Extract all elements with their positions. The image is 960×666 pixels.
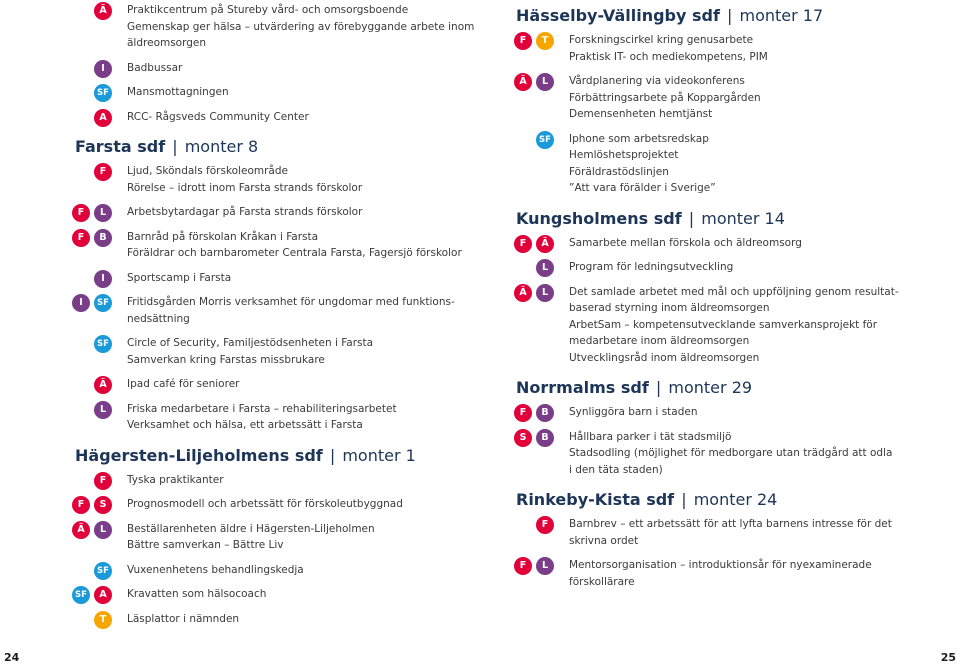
entry-line: Barnråd på förskolan Kråkan i Farsta [127,230,319,243]
booth-number: monter 17 [739,6,824,25]
entry-text [127,2,474,52]
badge-l-icon: L [94,204,112,222]
entry-text [127,229,462,262]
entry-line: Badbussar [127,61,183,74]
badge-f-icon: F [514,235,532,253]
entry-line: Praktisk IT- och mediekompetens, PIM [569,50,768,63]
section-name: Hässelby-Vällingby sdf [516,6,720,25]
entry-text [127,109,309,126]
entry-line: nedsättning [127,312,190,325]
badge-t-icon: T [94,611,112,629]
entry-line: Vuxenenhetens behandlingskedja [127,563,304,576]
entry-line: Praktikcentrum på Stureby vård- och omsorgsboende [127,4,409,16]
booth-number: monter 8 [184,137,259,156]
badge-ae-icon: Ä [94,376,112,394]
badge-s-icon: S [514,429,532,447]
entry-text [127,204,362,221]
entry-text [127,376,239,393]
entry-line: Ljud, Sköndals förskoleområde [127,165,288,177]
entry-line: RCC- Rågsveds Community Center [127,110,309,123]
entry-line: Det samlade arbetet med mål och uppföljning genom resultat- [569,285,899,298]
heading-separator: | [676,490,692,509]
entry-text [127,611,239,628]
badge-sf-icon: SF [72,586,90,604]
badge-ae-icon: Ä [514,73,532,91]
badge-f-icon: F [72,204,90,222]
entry-line: Hållbara parker i tät stadsmiljö [569,430,732,443]
badge-f-icon: F [514,557,532,575]
entry-line: skrivna ordet [569,534,639,547]
badge-f-icon: F [72,496,90,514]
entry-line: Prognosmodell och arbetssätt för förskoleutbyggnad [127,498,403,510]
badge-f-icon: F [94,163,112,181]
badge-ae-icon: Ä [514,284,532,302]
entry-text [569,235,802,252]
badge-sf-icon: SF [94,335,112,353]
entry-line: Fritidsgården Morris verksamhet för ungdomar med funktions- [127,296,455,308]
badge-f-icon: F [72,229,90,247]
booth-number: monter 14 [701,208,785,228]
section-heading-hagersten-liljeholmens-sdf [75,446,416,465]
badge-i-icon: I [94,270,112,288]
entry-text [569,32,768,65]
entry-line: medarbetare inom äldreomsorgen [569,335,750,347]
heading-separator: | [650,378,667,397]
entry-text [569,73,761,123]
entry-line: Demensenheten hemtjänst [569,108,713,120]
badge-l-icon: L [94,521,112,539]
entry-line: Verksamhet och hälsa, ett arbetssätt i Farsta [127,419,363,431]
entry-text [569,284,899,367]
heading-separator: | [324,445,341,465]
section-heading-norrmalms-sdf [516,378,752,397]
entry-line: förskollärare [569,575,635,588]
entry-line: i den täta staden) [569,463,663,476]
entry-line: Samverkan kring Farstas missbrukare [127,353,325,366]
badge-f-icon: F [536,516,554,534]
booth-number: monter 1 [342,445,416,465]
entry-text [127,163,362,196]
entry-text [569,557,872,590]
entry-text [569,404,698,421]
entry-text [127,335,373,368]
booth-number: monter 29 [668,378,753,397]
entry-line: Circle of Security, Familjestödsenheten i Farsta [127,337,374,349]
badge-ae-icon: Ä [72,521,90,539]
entry-line: Forskningscirkel kring genusarbete [569,34,754,46]
entry-line: Beställarenheten äldre i Hägersten-Liljeholmen [127,522,375,535]
entry-text [569,131,716,197]
entry-line: äldreomsorgen [127,37,207,49]
entry-text [569,516,892,549]
badge-ae-icon: Ä [536,235,554,253]
badge-l-icon: L [536,259,554,277]
entry-line: Barnbrev – ett arbetssätt för att lyfta barnens intresse för det [569,518,892,530]
entry-line: Föräldrastödslinjen [569,165,669,178]
entry-line: Föräldrar och barnbarometer Centrala Farsta, Fagersjö förskolor [127,247,462,259]
badge-sf-icon: SF [94,84,112,102]
entry-line: Friska medarbetare i Farsta – rehabiliteringsarbetet [127,402,397,415]
heading-separator: | [167,137,183,156]
badge-l-icon: L [536,284,554,302]
entry-text [127,521,375,554]
badge-l-icon: L [536,73,554,91]
entry-line: Iphone som arbetsredskap [569,132,709,145]
section-name: Kungsholmens sdf [516,208,682,228]
entry-line: Sportscamp i Farsta [127,271,232,284]
badge-l-icon: L [94,401,112,419]
badge-a-icon: A [94,586,112,604]
entry-line: Synliggöra barn i staden [569,406,698,418]
entry-text [127,472,224,489]
heading-separator: | [683,208,700,228]
entry-line: Utvecklingsråd inom äldreomsorgen [569,351,760,364]
entry-line: baserad styrning inom äldreomsorgen [569,302,770,314]
entry-line: Stadsodling (möjlighet för medborgare utan trädgård att odla [569,447,893,459]
entry-text [127,562,304,579]
entry-line: Arbetsbytardagar på Farsta strands förskolor [127,206,363,218]
badge-t-icon: T [536,32,554,50]
entry-text [127,586,266,603]
entry-line: Läsplattor i nämnden [127,612,240,625]
entry-line: Samarbete mellan förskola och äldreomsorg [569,236,802,249]
badge-sf-icon: SF [94,562,112,580]
entry-line: Förbättringsarbete på Koppargården [569,91,761,104]
booth-number: monter 24 [693,490,778,509]
badge-ae-icon: Ä [94,2,112,20]
entry-line: Hemlöshetsprojektet [569,149,679,161]
entry-text [127,270,231,287]
entry-text [569,259,733,276]
entry-line: Mansmottagningen [127,86,229,98]
badge-l-icon: L [536,557,554,575]
entry-text [127,294,455,327]
section-name: Rinkeby-Kista sdf [516,490,675,509]
badge-b-icon: B [536,429,554,447]
entry-line: Tyska praktikanter [127,473,224,486]
section-name: Norrmalms sdf [516,378,649,397]
badge-i-icon: I [94,60,112,78]
entry-text [569,429,892,479]
badge-b-icon: B [536,404,554,422]
badge-i-icon: I [72,294,90,312]
entry-line: Rörelse – idrott inom Farsta strands förskolor [127,181,363,194]
entry-line: Vårdplanering via videokonferens [569,75,745,87]
badge-f-icon: F [514,404,532,422]
badge-sf-icon: SF [536,131,554,149]
badge-a-icon: A [94,109,112,127]
entry-line: Mentorsorganisation – introduktionsår för nyexaminerade [569,559,872,571]
section-name: Farsta sdf [75,137,166,156]
entry-line: ”Att vara förälder i Sverige” [569,182,716,194]
entry-text [127,60,182,77]
entry-line: Bättre samverkan – Bättre Liv [127,539,284,551]
page-number-right: 25 [940,651,956,664]
section-heading-kungsholmens-sdf [516,209,785,228]
entry-line: Ipad café för seniorer [127,378,240,390]
badge-f-icon: F [514,32,532,50]
badge-b-icon: B [94,229,112,247]
section-heading-hasselby-vallingby-sdf [516,6,823,25]
badge-f-icon: F [94,472,112,490]
section-heading-farsta-sdf [75,137,258,156]
entry-line: Gemenskap ger hälsa – utvärdering av förebyggande arbete inom [127,20,475,33]
entry-line: Kravatten som hälsocoach [127,588,267,600]
entry-text [127,84,229,101]
entry-text [127,496,403,513]
entry-line: ArbetSam – kompetensutvecklande samverkansprojekt för [569,318,878,331]
section-name: Hägersten-Liljeholmens sdf [75,445,323,465]
badge-sf-icon: SF [94,294,112,312]
section-heading-rinkeby-kista-sdf [516,490,777,509]
heading-separator: | [721,6,738,25]
entry-text [127,401,397,434]
page-number-left: 24 [4,651,20,664]
badge-s-icon: S [94,496,112,514]
entry-line: Program för ledningsutveckling [569,261,734,273]
